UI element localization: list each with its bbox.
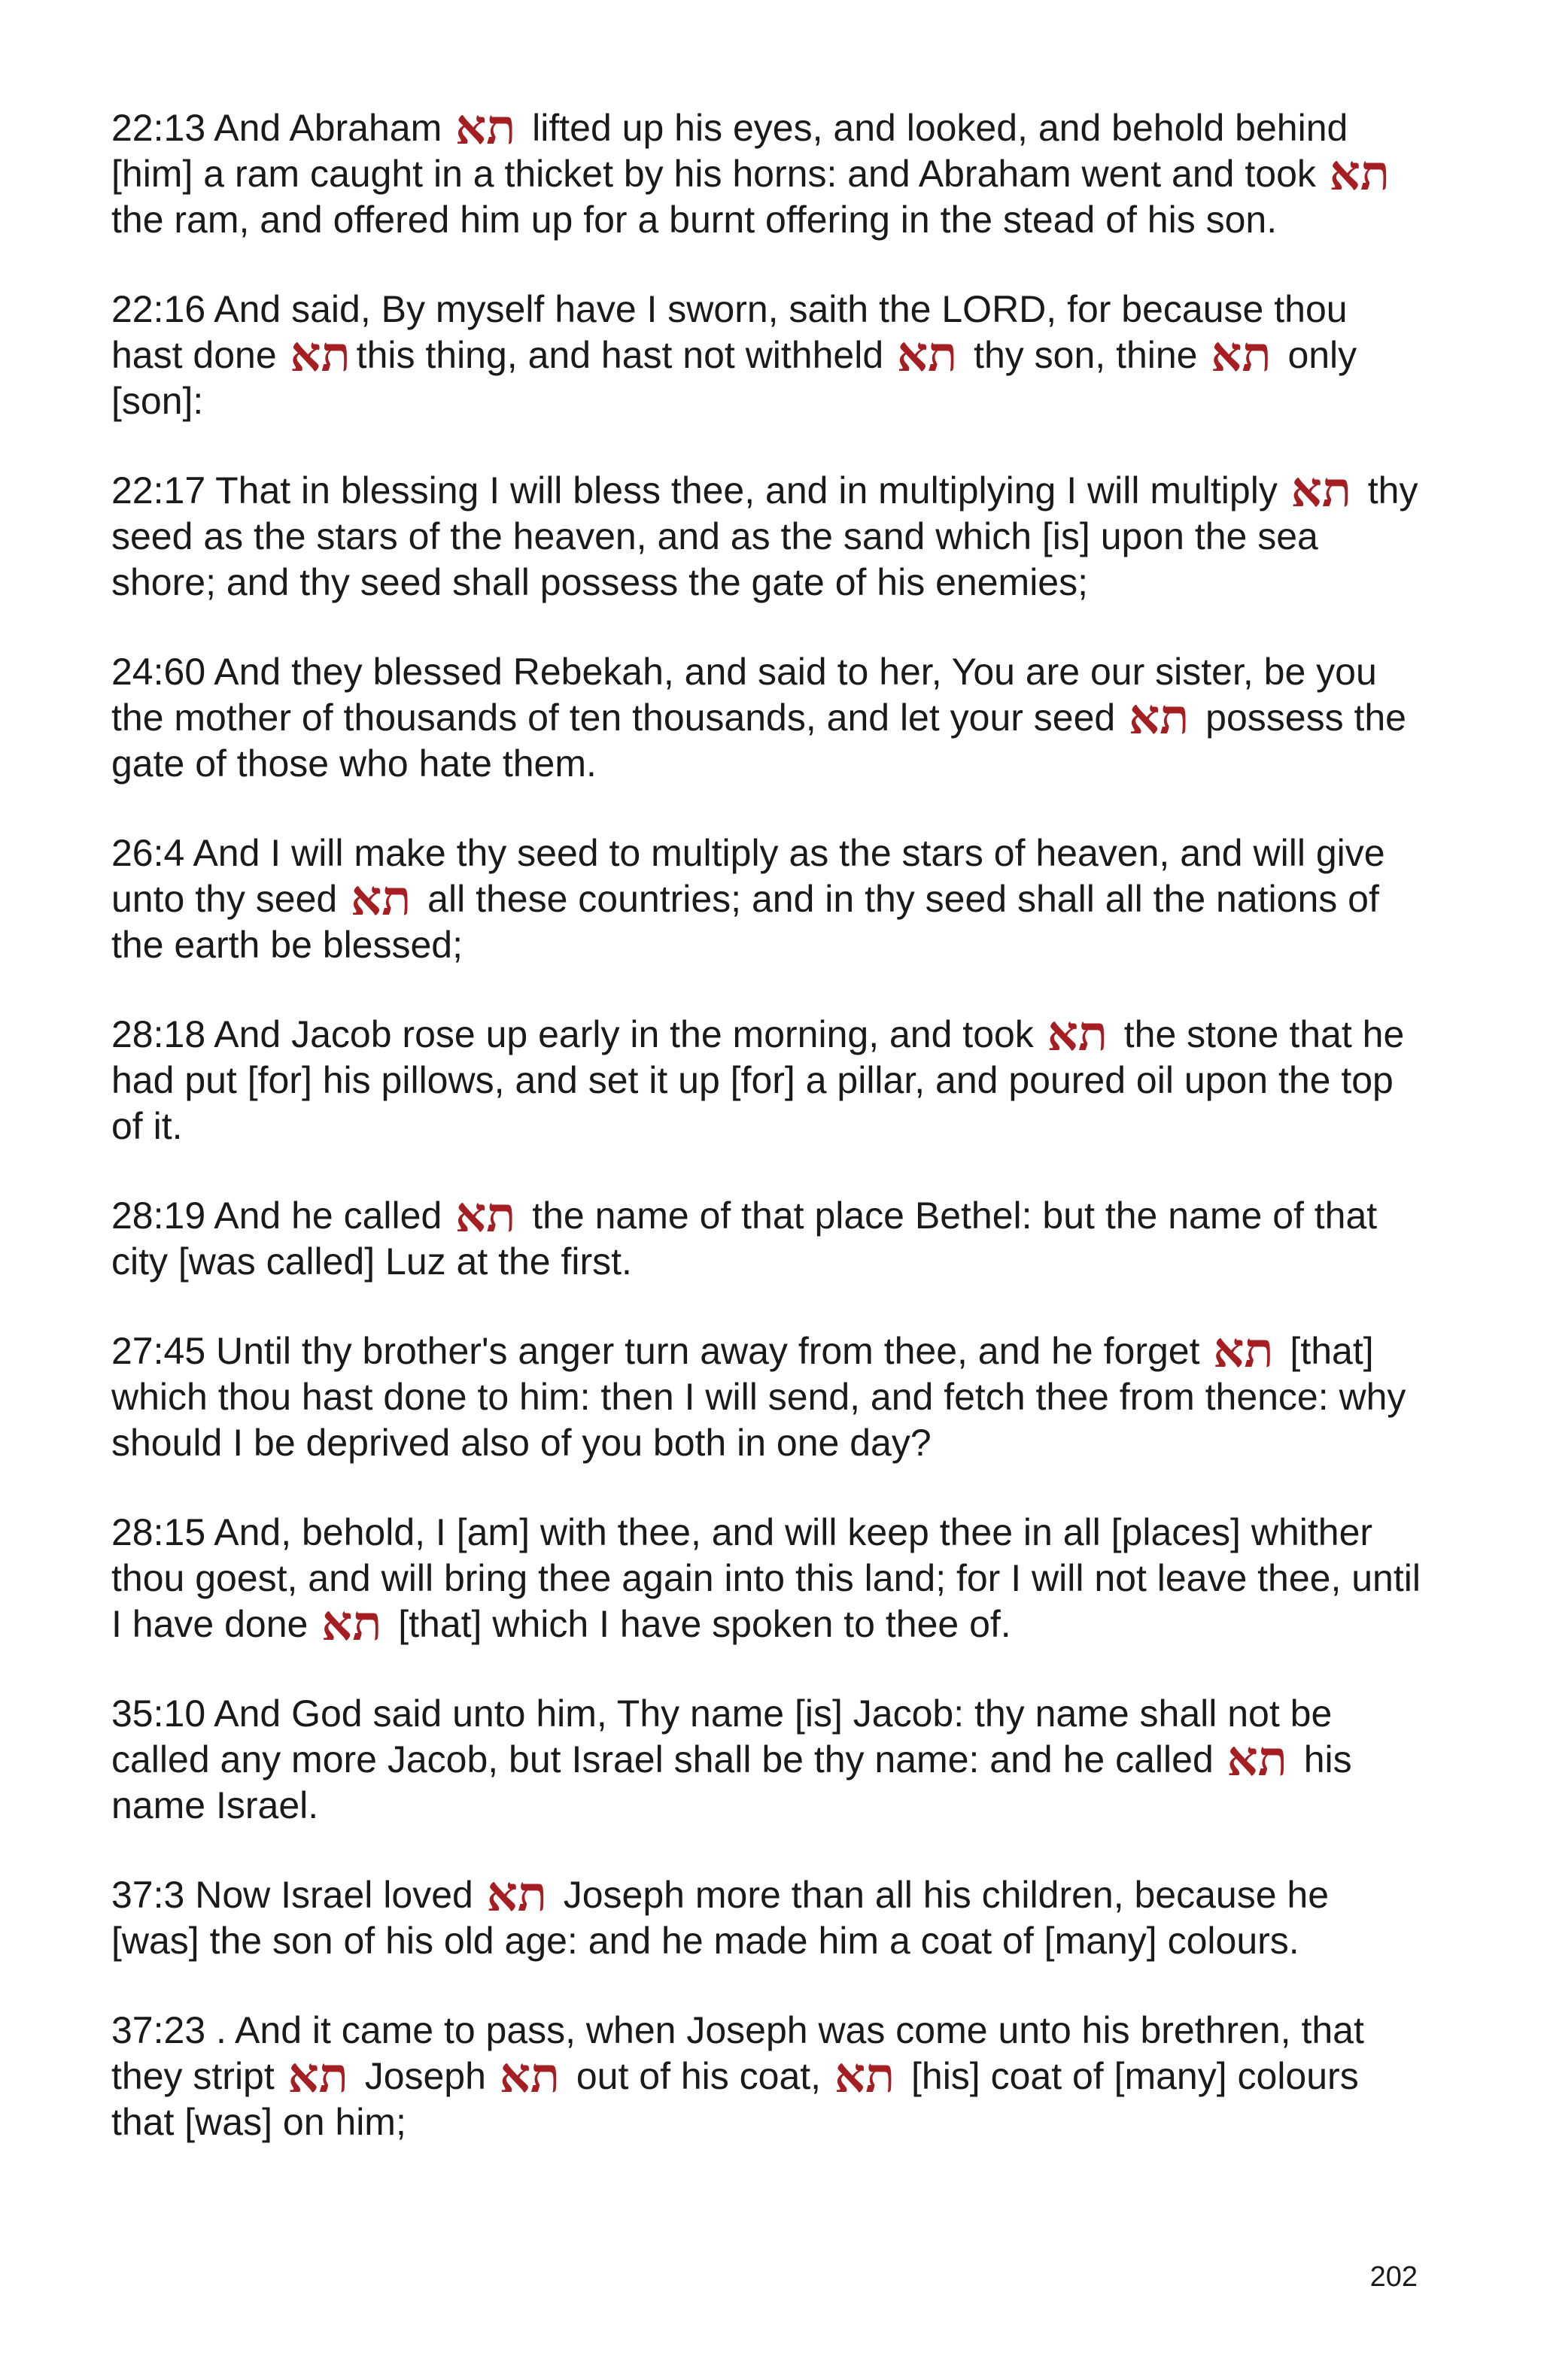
aleph-tav-icon: תא xyxy=(351,870,412,927)
verse-35-10 xyxy=(111,1691,1421,1829)
verse-text: his name Israel. xyxy=(111,1738,1352,1826)
aleph-tav-icon: תא xyxy=(499,2048,560,2104)
verse-text: 28:15 And, behold, I [am] with thee, and will keep thee in all [places] whither thou goest, and will bring thee again into this land; for I will not leave thee, until I have done xyxy=(111,1511,1421,1645)
aleph-tav-icon: תא xyxy=(1129,689,1190,745)
aleph-tav-icon: תא xyxy=(1329,145,1390,202)
verse-26-4 xyxy=(111,830,1421,968)
verse-text: the ram, and offered him up for a burnt offering in the stead of his son. xyxy=(111,199,1278,241)
aleph-tav-icon: תא xyxy=(897,326,958,383)
verse-text: 22:17 That in blessing I will bless thee, and in multiplying I will multiply xyxy=(111,469,1278,512)
aleph-tav-icon: תא xyxy=(1226,1731,1287,1787)
verse-text: possess the gate of those who hate them. xyxy=(111,697,1406,785)
verse-text: 26:4 And I will make thy seed to multiply as the stars of heaven, and will give unto thy seed xyxy=(111,832,1385,920)
aleph-tav-icon: תא xyxy=(1213,1322,1274,1379)
aleph-tav-icon: תא xyxy=(1211,326,1272,383)
verse-text: 24:60 And they blessed Rebekah, and said to her, You are our sister, be you the mother of thousands of ten thousands, and let your seed xyxy=(111,651,1377,739)
verse-37-23 xyxy=(111,2008,1421,2145)
verse-text: 37:23 . And it came to pass, when Joseph was come unto his brethren, that they stript xyxy=(111,2009,1364,2097)
verse-28-18 xyxy=(111,1006,1421,1149)
verse-text: thy son, thine xyxy=(974,334,1198,376)
verse-text: Joseph xyxy=(364,2055,486,2097)
aleph-tav-icon: תא xyxy=(455,1187,516,1243)
verse-22-16 xyxy=(111,287,1421,424)
verse-text: lifted up his eyes, and looked, and behold behind [him] a ram caught in a thicket by his horns: and Abraham went and took xyxy=(111,107,1348,195)
verse-text: only [son]: xyxy=(111,334,1357,422)
verse-27-45 xyxy=(111,1322,1421,1466)
verse-text: the name of that place Bethel: but the name of that city [was called] Luz at the first. xyxy=(111,1195,1378,1283)
verse-text: 37:3 Now Israel loved xyxy=(111,1874,473,1916)
verse-text: 28:18 And Jacob rose up early in the morning, and took xyxy=(111,1013,1034,1055)
verse-37-3 xyxy=(111,1866,1421,1964)
verse-22-13 xyxy=(111,99,1421,243)
verse-text: 22:13 And Abraham xyxy=(111,107,442,149)
verse-text: the stone that he had put [for] his pillows, and set it up [for] a pillar, and poured oil upon the top of it. xyxy=(111,1013,1405,1147)
aleph-tav-icon: תא xyxy=(834,2048,895,2104)
verse-text: thy seed as the stars of the heaven, and as the sand which [is] upon the sea shore; and thy seed shall possess the gate of his enemies; xyxy=(111,469,1418,603)
aleph-tav-icon: תא xyxy=(1290,462,1351,518)
verse-text: 28:19 And he called xyxy=(111,1195,442,1237)
verse-text: 27:45 Until thy brother's anger turn away from thee, and he forget xyxy=(111,1330,1200,1372)
aleph-tav-icon: תא xyxy=(321,1595,382,1652)
aleph-tav-icon: תא xyxy=(287,2048,348,2104)
verse-text: 22:16 And said, By myself have I sworn, saith the LORD, for because thou hast done xyxy=(111,288,1348,376)
aleph-tav-icon: תא xyxy=(486,1866,547,1923)
verse-text: [that] which thou hast done to him: then I will send, and fetch thee from thence: why should I be deprived also of you both in one day? xyxy=(111,1330,1406,1464)
verse-22-17 xyxy=(111,462,1421,606)
aleph-tav-icon: תא xyxy=(455,99,516,156)
verse-text: this thing, and hast not withheld xyxy=(356,334,884,376)
verse-28-19 xyxy=(111,1187,1421,1285)
verse-text: out of his coat, xyxy=(576,2055,822,2097)
page-number: 202 xyxy=(1369,2261,1418,2293)
page-content xyxy=(111,99,1421,2189)
verse-text: 35:10 And God said unto him, Thy name [is] Jacob: thy name shall not be called any more Jacob, but Israel shall be thy name: and he called xyxy=(111,1692,1333,1780)
verse-text: all these countries; and in thy seed shall all the nations of the earth be blessed; xyxy=(111,878,1379,966)
verse-text: Joseph more than all his children, because he [was] the son of his old age: and he made him a coat of [many] colours. xyxy=(111,1874,1330,1962)
verse-text: [that] which I have spoken to thee of. xyxy=(398,1603,1011,1645)
aleph-tav-icon: תא xyxy=(290,326,351,383)
aleph-tav-icon: תא xyxy=(1047,1006,1108,1062)
verse-text: [his] coat of [many] colours that [was] on him; xyxy=(111,2055,1359,2143)
verse-24-60 xyxy=(111,649,1421,787)
verse-28-15 xyxy=(111,1510,1421,1652)
